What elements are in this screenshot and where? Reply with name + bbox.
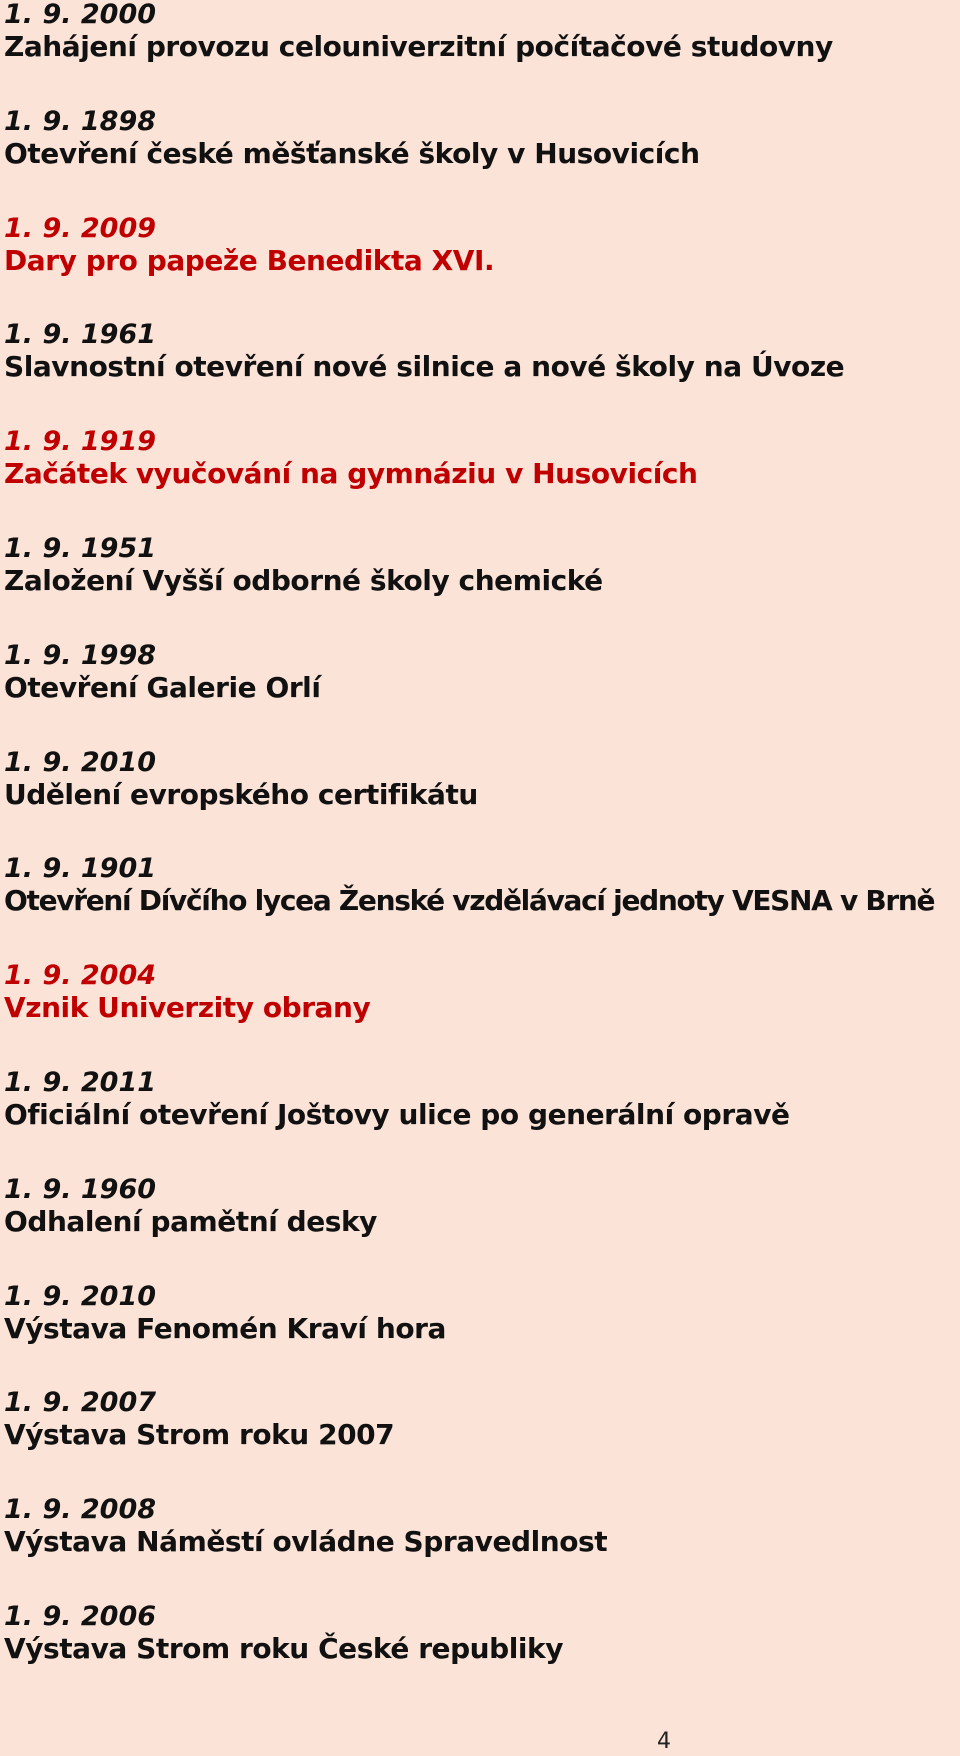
entry-date: 1. 9. 1960 [4,1174,157,1205]
timeline-entry [4,1175,960,1239]
entry-date: 1. 9. 2009 [4,213,157,244]
entry-date: 1. 9. 2008 [4,1494,157,1525]
entry-text: Vznik Univerzity obrany [4,991,371,1024]
entry-text: Udělení evropského certifikátu [4,778,478,811]
entry-text: Otevření české měšťanské školy v Husovicích [4,137,700,170]
entry-date: 1. 9. 2004 [4,960,157,991]
entry-date: 1. 9. 1961 [4,319,157,350]
page-number: 4 [657,1729,671,1754]
entry-date: 1. 9. 2000 [4,0,157,30]
timeline-entry [4,534,960,598]
timeline-entry [4,641,960,705]
entry-text: Dary pro papeže Benedikta XVI. [4,244,495,277]
entry-date: 1. 9. 2011 [4,1067,157,1098]
entry-text: Výstava Strom roku České republiky [4,1632,564,1665]
timeline-entry [4,1602,960,1666]
entry-date: 1. 9. 2010 [4,747,157,778]
timeline-entry [4,748,960,812]
entry-text: Založení Vyšší odborné školy chemické [4,564,603,597]
entry-date: 1. 9. 1898 [4,106,157,137]
entry-text: Oficiální otevření Joštovy ulice po generální opravě [4,1098,790,1131]
timeline-entry [4,1068,960,1132]
entry-text: Otevření Dívčího lycea Ženské vzdělávací jednoty VESNA v Brně [4,884,935,917]
entry-date: 1. 9. 1919 [4,426,157,457]
timeline-entry [4,320,960,384]
entry-date: 1. 9. 2010 [4,1281,157,1312]
entry-date: 1. 9. 1951 [4,533,157,564]
entry-text: Zahájení provozu celouniverzitní počítačové studovny [4,30,833,63]
entry-date: 1. 9. 2006 [4,1601,157,1632]
timeline-entry-highlighted [4,427,960,491]
entry-text: Otevření Galerie Orlí [4,671,321,704]
entry-text: Výstava Strom roku 2007 [4,1418,395,1451]
timeline-entry [4,1495,960,1559]
entry-text: Výstava Náměstí ovládne Spravedlnost [4,1525,608,1558]
document-page [4,0,960,1756]
timeline-entry [4,107,960,171]
entry-text: Odhalení pamětní desky [4,1205,377,1238]
entry-text: Výstava Fenomén Kraví hora [4,1312,446,1345]
timeline-entry-highlighted [4,961,960,1025]
entry-date: 1. 9. 1998 [4,640,157,671]
timeline-entry [4,854,960,918]
entry-text: Slavnostní otevření nové silnice a nové školy na Úvoze [4,350,845,383]
timeline-entry [4,0,960,64]
entry-date: 1. 9. 1901 [4,853,157,884]
entry-text: Začátek vyučování na gymnáziu v Husovicích [4,457,698,490]
timeline-entry-highlighted [4,214,960,278]
timeline-entry [4,1282,960,1346]
timeline-entry [4,1388,960,1452]
entry-date: 1. 9. 2007 [4,1387,157,1418]
